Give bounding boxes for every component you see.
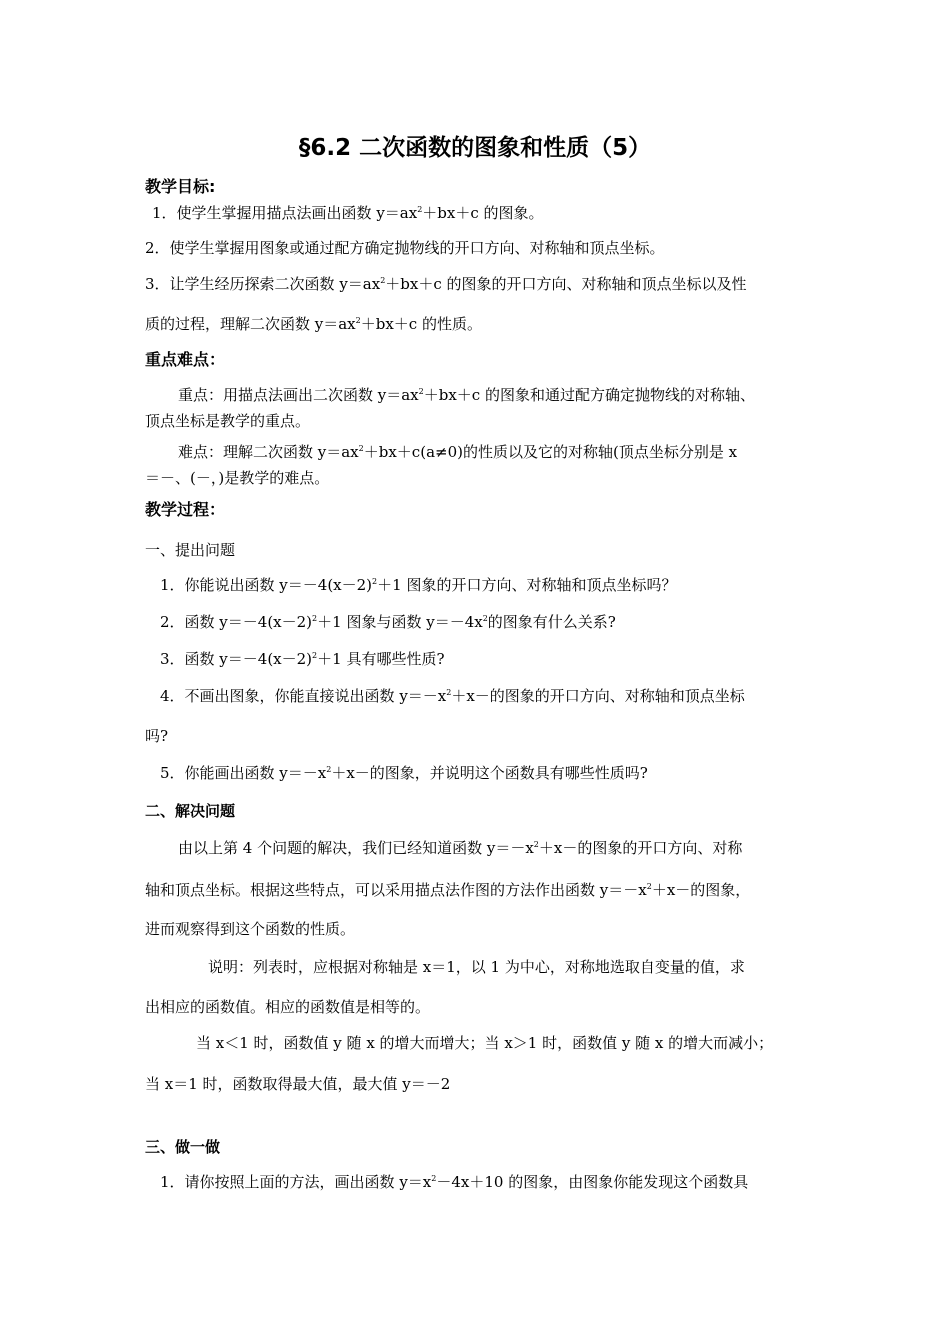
paragraph-1: 由以上第 4 个问题的解决，我们已经知道函数 $y=-x^2+x-$的图象的开口方向、对称 (178, 839, 743, 857)
question-3: 3．函数 $y=-4(x-2)^2+1$ 具有哪些性质? (160, 650, 445, 668)
section-3-heading: 三、做一做 (145, 1138, 221, 1156)
difficult-point: 难点：理解二次函数 $y=ax^2+bx+c(a\ne 0)$的性质以及它的对称轴(顶点坐标分别是 x (178, 443, 738, 461)
difficult-point-cont: ＝－、(－，)是教学的难点。 (145, 469, 330, 487)
paragraph-1-end: 进而观察得到这个函数的性质。 (145, 920, 356, 938)
question-2: 2．函数 $y=-4(x-2)^2+1$ 图象与函数 $y=-4x^2$的图象有什么关系? (160, 613, 616, 631)
note: 说明：列表时，应根据对称轴是 x＝1，以 1 为中心，对称地选取自变量的值，求 (208, 958, 745, 976)
question-5: 5．你能画出函数 $y=-x^2+x-$的图象，并说明这个函数具有哪些性质吗? (160, 764, 648, 782)
section-1-heading: 一、提出问题 (145, 541, 236, 559)
objectives-heading: 教学目标: (145, 177, 216, 196)
section-2-heading: 二、解决问题 (145, 802, 236, 820)
note-cont: 出相应的函数值。相应的函数值是相等的。 (145, 998, 431, 1016)
objective-1: 1．使学生掌握用描点法画出函数 $y=ax^2+bx+c$ 的图象。 (152, 204, 544, 222)
page-title: §6.2 二次函数的图象和性质（5） (298, 135, 652, 161)
objective-3-cont: 质的过程，理解二次函数 $y=ax^2+bx+c$ 的性质。 (145, 315, 482, 333)
question-4-cont: 吗? (145, 727, 169, 745)
objective-2: 2．使学生掌握用图象或通过配方确定抛物线的开口方向、对称轴和顶点坐标。 (145, 239, 665, 257)
objective-3: 3．让学生经历探索二次函数 $y=ax^2+bx+c$ 的图象的开口方向、对称轴和顶点坐标以及性 (145, 275, 747, 293)
key-point: 重点：用描点法画出二次函数 $y=ax^2+bx+c$ 的图象和通过配方确定抛物线的对称轴、 (178, 386, 755, 404)
keypoints-heading: 重点难点： (145, 350, 226, 369)
exercise-1: 1．请你按照上面的方法，画出函数 $y=x^2-4x+10$ 的图象，由图象你能发现这个函数具 (160, 1173, 749, 1191)
key-point-cont: 顶点坐标是教学的重点。 (145, 412, 311, 430)
paragraph-1-cont: 轴和顶点坐标。根据这些特点，可以采用描点法作图的方法作出函数 $y=-x^2+x-$的图象， (145, 881, 751, 899)
property-line-1: 当 x＜1 时，函数值 y 随 x 的增大而增大；当 x＞1 时，函数值 y 随 x 的增大而减小； (196, 1034, 774, 1052)
question-4: 4．不画出图象，你能直接说出函数 $y=-x^2+x-$的图象的开口方向、对称轴和顶点坐标 (160, 687, 745, 705)
question-1: 1．你能说出函数 $y=-4(x-2)^2+1$ 图象的开口方向、对称轴和顶点坐标吗？ (160, 576, 677, 594)
process-heading: 教学过程： (145, 500, 226, 519)
property-line-2: 当 x＝1 时，函数取得最大值，最大值 y＝－2 (145, 1075, 451, 1093)
